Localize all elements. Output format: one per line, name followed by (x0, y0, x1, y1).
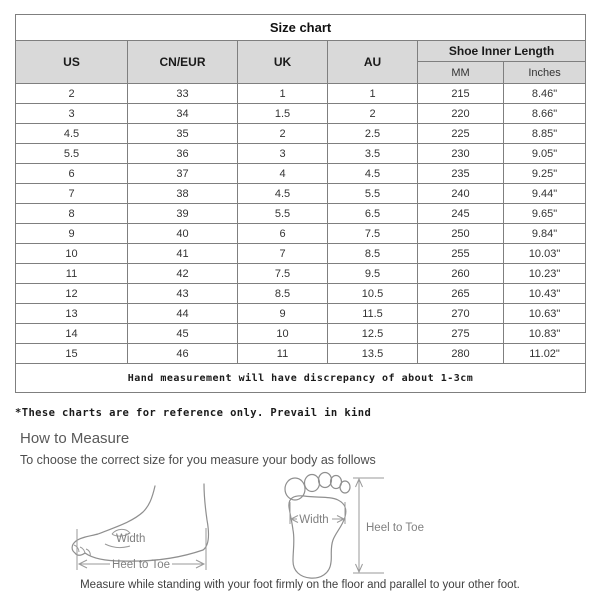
top-heel-to-toe-label: Heel to Toe (366, 522, 424, 534)
size-cell: 5.5 (16, 144, 128, 164)
size-cell: 35 (128, 124, 238, 144)
size-cell: 11 (238, 344, 328, 364)
size-cell: 1 (238, 84, 328, 104)
size-cell: 9.05" (504, 144, 586, 164)
size-cell: 9.44" (504, 184, 586, 204)
toe-2 (305, 475, 320, 492)
size-cell: 220 (418, 104, 504, 124)
column-header-uk: UK (238, 41, 328, 84)
size-chart-table (15, 14, 586, 393)
toe-3 (319, 473, 332, 488)
size-table-head (16, 15, 586, 84)
size-cell: 10.03" (504, 244, 586, 264)
size-cell: 5.5 (238, 204, 328, 224)
size-cell: 6 (16, 164, 128, 184)
size-cell: 5.5 (328, 184, 418, 204)
size-cell: 43 (128, 284, 238, 304)
size-cell: 8.85" (504, 124, 586, 144)
size-cell: 8.46" (504, 84, 586, 104)
size-row (16, 304, 586, 324)
disclaimer-text: *These charts are for reference only. Prevail in kind (15, 407, 372, 419)
size-row (16, 264, 586, 284)
size-cell: 9.84" (504, 224, 586, 244)
size-cell: 4.5 (238, 184, 328, 204)
size-cell: 7 (16, 184, 128, 204)
size-cell: 10.63" (504, 304, 586, 324)
size-row (16, 344, 586, 364)
foot-top-view-diagram (262, 462, 482, 587)
size-row (16, 124, 586, 144)
size-cell: 15 (16, 344, 128, 364)
size-cell: 11.02" (504, 344, 586, 364)
size-cell: 36 (128, 144, 238, 164)
size-cell: 12.5 (328, 324, 418, 344)
size-cell: 270 (418, 304, 504, 324)
column-header-au: AU (328, 41, 418, 84)
column-header-cn-eur: CN/EUR (128, 41, 238, 84)
size-row (16, 84, 586, 104)
size-row (16, 324, 586, 344)
size-cell: 10.83" (504, 324, 586, 344)
size-row (16, 104, 586, 124)
table-header-row (16, 41, 586, 62)
size-cell: 44 (128, 304, 238, 324)
size-cell: 225 (418, 124, 504, 144)
side-heel-to-toe-label: Heel to Toe (112, 559, 170, 571)
column-header-us: US (16, 41, 128, 84)
measure-caption: Measure while standing with your foot firmly on the floor and parallel to your other foot. (80, 579, 520, 591)
size-cell: 37 (128, 164, 238, 184)
size-cell: 9.65" (504, 204, 586, 224)
size-cell: 4.5 (328, 164, 418, 184)
size-cell: 3 (238, 144, 328, 164)
size-row (16, 204, 586, 224)
size-cell: 240 (418, 184, 504, 204)
size-cell: 245 (418, 204, 504, 224)
size-cell: 2 (328, 104, 418, 124)
size-cell: 1 (328, 84, 418, 104)
size-table-foot (16, 364, 586, 393)
table-title: Size chart (16, 15, 586, 41)
size-cell: 230 (418, 144, 504, 164)
size-cell: 10 (238, 324, 328, 344)
size-cell: 9.25" (504, 164, 586, 184)
size-cell: 10.23" (504, 264, 586, 284)
size-cell: 13.5 (328, 344, 418, 364)
size-cell: 7 (238, 244, 328, 264)
side-width-label: Width (116, 533, 146, 545)
size-cell: 7.5 (328, 224, 418, 244)
size-cell: 2 (16, 84, 128, 104)
size-row (16, 184, 586, 204)
size-cell: 13 (16, 304, 128, 324)
size-cell: 1.5 (238, 104, 328, 124)
table-note-row (16, 364, 586, 393)
top-width-label: Width (299, 514, 329, 526)
size-cell: 2.5 (328, 124, 418, 144)
size-cell: 255 (418, 244, 504, 264)
size-cell: 4.5 (16, 124, 128, 144)
size-cell: 14 (16, 324, 128, 344)
size-cell: 2 (238, 124, 328, 144)
how-to-measure-heading: How to Measure (20, 430, 130, 447)
size-cell: 275 (418, 324, 504, 344)
table-note: Hand measurement will have discrepancy of about 1-3cm (16, 364, 586, 393)
size-cell: 6 (238, 224, 328, 244)
size-cell: 265 (418, 284, 504, 304)
size-cell: 10.43" (504, 284, 586, 304)
size-cell: 34 (128, 104, 238, 124)
size-table-body (16, 84, 586, 364)
table-title-row (16, 15, 586, 41)
size-cell: 12 (16, 284, 128, 304)
column-header-inner-length: Shoe Inner Length (418, 41, 586, 62)
size-cell: 11.5 (328, 304, 418, 324)
size-cell: 235 (418, 164, 504, 184)
size-cell: 41 (128, 244, 238, 264)
size-cell: 4 (238, 164, 328, 184)
size-cell: 40 (128, 224, 238, 244)
how-to-measure-subheading: To choose the correct size for you measure your body as follows (20, 453, 376, 467)
column-header-mm: MM (418, 62, 504, 84)
size-cell: 39 (128, 204, 238, 224)
size-cell: 215 (418, 84, 504, 104)
size-row (16, 224, 586, 244)
size-cell: 10.5 (328, 284, 418, 304)
size-cell: 45 (128, 324, 238, 344)
sole-outline (289, 496, 346, 578)
size-cell: 3 (16, 104, 128, 124)
size-row (16, 244, 586, 264)
size-cell: 260 (418, 264, 504, 284)
size-cell: 280 (418, 344, 504, 364)
size-cell: 9.5 (328, 264, 418, 284)
size-cell: 42 (128, 264, 238, 284)
size-cell: 7.5 (238, 264, 328, 284)
size-cell: 38 (128, 184, 238, 204)
size-cell: 46 (128, 344, 238, 364)
size-cell: 9 (16, 224, 128, 244)
size-cell: 11 (16, 264, 128, 284)
size-cell: 8 (16, 204, 128, 224)
column-header-inches: Inches (504, 62, 586, 84)
foot-side-view-diagram (60, 473, 240, 588)
size-cell: 250 (418, 224, 504, 244)
size-cell: 8.5 (238, 284, 328, 304)
size-cell: 8.5 (328, 244, 418, 264)
size-row (16, 284, 586, 304)
size-row (16, 144, 586, 164)
size-cell: 3.5 (328, 144, 418, 164)
size-cell: 6.5 (328, 204, 418, 224)
toe-5 (340, 481, 350, 493)
size-cell: 9 (238, 304, 328, 324)
size-cell: 10 (16, 244, 128, 264)
size-row (16, 164, 586, 184)
size-cell: 8.66" (504, 104, 586, 124)
size-cell: 33 (128, 84, 238, 104)
